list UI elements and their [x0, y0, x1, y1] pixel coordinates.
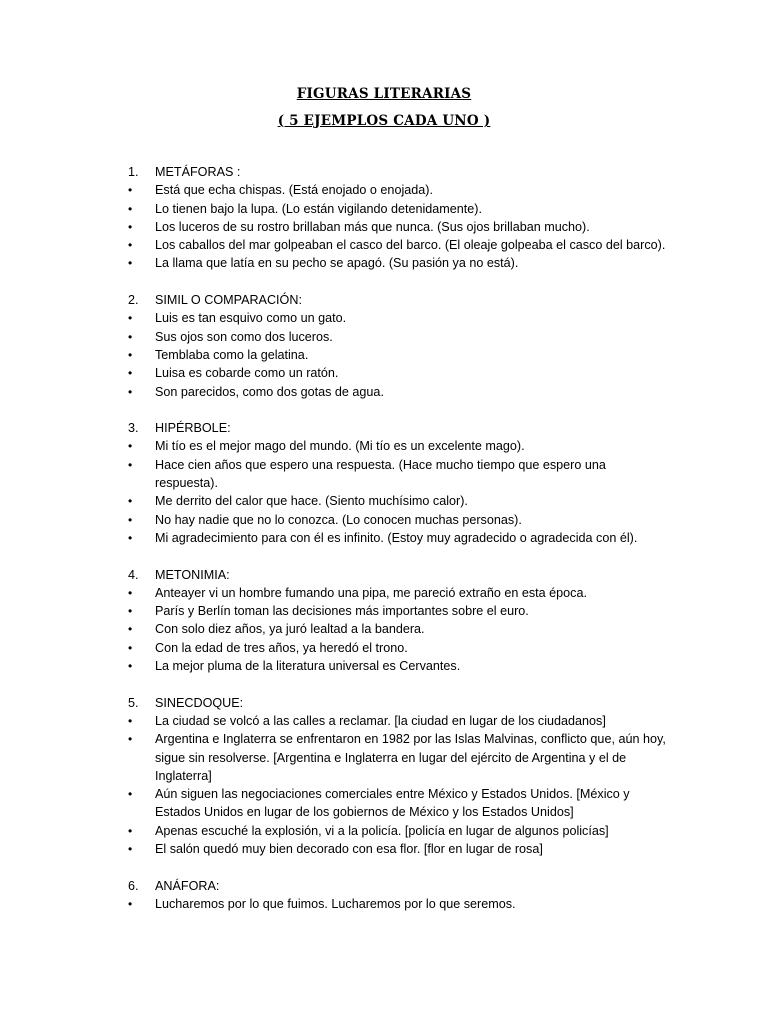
list-item-text: Luisa es cobarde como un ratón.	[155, 366, 339, 381]
bullet-icon: •	[128, 732, 133, 747]
section-heading	[128, 419, 668, 437]
bullet-icon: •	[128, 530, 133, 545]
bullet-icon: •	[128, 256, 133, 271]
bullet-icon: •	[128, 494, 133, 509]
section-heading-text: ANÁFORA:	[155, 878, 220, 893]
section-heading-text: HIPÉRBOLE:	[155, 421, 231, 436]
list-item	[128, 639, 668, 657]
bullet-icon: •	[128, 622, 133, 637]
bullet-icon: •	[128, 713, 133, 728]
list-item	[128, 181, 668, 199]
section-heading	[128, 877, 668, 895]
list-item	[128, 218, 668, 236]
list-item	[128, 236, 668, 254]
document-content	[128, 163, 668, 931]
list-item	[128, 492, 668, 510]
list-item-text: París y Berlín toman las decisiones más importantes sobre el euro.	[155, 604, 529, 619]
section-number: 6.	[128, 878, 139, 893]
section	[128, 877, 668, 914]
bullet-icon: •	[128, 823, 133, 838]
section-number: 2.	[128, 293, 139, 308]
list-item-text: No hay nadie que no lo conozca. (Lo conocen muchas personas).	[155, 512, 522, 527]
section-number: 4.	[128, 567, 139, 582]
section	[128, 419, 668, 547]
bullet-icon: •	[128, 604, 133, 619]
list-item-text: Lo tienen bajo la lupa. (Lo están vigilando detenidamente).	[155, 201, 482, 216]
section-heading	[128, 291, 668, 309]
list-item-text: Apenas escuché la explosión, vi a la policía. [policía en lugar de algunos policías]	[155, 823, 609, 838]
list-item-text: Me derrito del calor que hace. (Siento muchísimo calor).	[155, 494, 468, 509]
list-item	[128, 785, 668, 822]
list-item	[128, 328, 668, 346]
list-item-text: Con la edad de tres años, ya heredó el trono.	[155, 640, 408, 655]
list-item-text: El salón quedó muy bien decorado con esa flor. [flor en lugar de rosa]	[155, 841, 543, 856]
section-number: 5.	[128, 695, 139, 710]
bullet-icon: •	[128, 640, 133, 655]
bullet-icon: •	[128, 329, 133, 344]
list-item	[128, 529, 668, 547]
section-number: 1.	[128, 165, 139, 179]
bullet-icon: •	[128, 347, 133, 362]
bullet-icon: •	[128, 311, 133, 326]
list-item	[128, 383, 668, 401]
list-item-text: Anteayer vi un hombre fumando una pipa, me pareció extraño en esta época.	[155, 585, 587, 600]
list-item-text: Hace cien años que espero una respuesta. (Hace mucho tiempo que espero una respuesta).	[155, 457, 606, 491]
list-item	[128, 895, 668, 913]
list-item-text: La mejor pluma de la literatura universal es Cervantes.	[155, 659, 461, 674]
list-item	[128, 437, 668, 455]
list-item-text: La ciudad se volcó a las calles a reclamar. [la ciudad en lugar de los ciudadanos]	[155, 713, 606, 728]
document-subtitle: ( 5 EJEMPLOS CADA UNO )	[277, 113, 491, 129]
section	[128, 291, 668, 401]
list-item-text: Aún siguen las negociaciones comerciales entre México y Estados Unidos. [México y Estados Unidos en lugar de los gobiernos de México y los Estados Unidos]	[155, 787, 630, 820]
section-heading-text: METONIMIA:	[155, 567, 230, 582]
bullet-icon: •	[128, 512, 133, 527]
list-item	[128, 620, 668, 638]
section-heading	[128, 163, 668, 181]
list-item	[128, 840, 668, 858]
list-item	[128, 364, 668, 382]
section-number: 3.	[128, 421, 139, 436]
bullet-icon: •	[128, 659, 133, 674]
list-item-text: Temblaba como la gelatina.	[155, 347, 309, 362]
bullet-icon: •	[128, 219, 133, 234]
list-item-text: Sus ojos son como dos luceros.	[155, 329, 333, 344]
list-item-text: Son parecidos, como dos gotas de agua.	[155, 384, 384, 399]
bullet-icon: •	[128, 183, 133, 198]
list-item	[128, 511, 668, 529]
bullet-icon: •	[128, 238, 133, 253]
bullet-icon: •	[128, 585, 133, 600]
list-item-text: Los luceros de su rostro brillaban más que nunca. (Sus ojos brillaban mucho).	[155, 219, 590, 234]
bullet-icon: •	[128, 457, 133, 472]
list-item-text: Con solo diez años, ya juró lealtad a la bandera.	[155, 622, 425, 637]
list-item	[128, 602, 668, 620]
list-item	[128, 254, 668, 272]
list-item	[128, 730, 668, 785]
section-heading-text: METÁFORAS :	[155, 165, 241, 179]
document-title: FIGURAS LITERARIAS	[296, 86, 472, 102]
section-heading-text: SINECDOQUE:	[155, 695, 244, 710]
bullet-icon: •	[128, 896, 133, 911]
list-item	[128, 584, 668, 602]
list-item	[128, 200, 668, 218]
list-item	[128, 456, 668, 493]
section-heading	[128, 566, 668, 584]
section	[128, 694, 668, 859]
bullet-icon: •	[128, 841, 133, 856]
section-heading	[128, 694, 668, 712]
section	[128, 566, 668, 676]
list-item	[128, 712, 668, 730]
bullet-icon: •	[128, 787, 133, 802]
list-item-text: Los caballos del mar golpeaban el casco del barco. (El oleaje golpeaba el casco del barco).	[155, 238, 666, 253]
bullet-icon: •	[128, 439, 133, 454]
list-item	[128, 309, 668, 327]
list-item-text: Mi agradecimiento para con él es infinito. (Estoy muy agradecido o agradecida con él).	[155, 530, 638, 545]
bullet-icon: •	[128, 366, 133, 381]
list-item-text: Está que echa chispas. (Está enojado o enojada).	[155, 183, 433, 198]
list-item-text: Luis es tan esquivo como un gato.	[155, 311, 347, 326]
section-heading-text: SIMIL O COMPARACIÓN:	[155, 293, 302, 308]
list-item-text: Lucharemos por lo que fuimos. Lucharemos por lo que seremos.	[155, 896, 516, 911]
list-item	[128, 822, 668, 840]
list-item	[128, 657, 668, 675]
section	[128, 163, 668, 273]
list-item-text: Argentina e Inglaterra se enfrentaron en 1982 por las Islas Malvinas, conflicto que, aún hoy, sigue sin resolverse. [Argentina e Inglaterra en lugar del ejército de Argentina y el de Inglaterra]	[155, 732, 666, 783]
bullet-icon: •	[128, 201, 133, 216]
list-item-text: Mi tío es el mejor mago del mundo. (Mi tío es un excelente mago).	[155, 439, 525, 454]
bullet-icon: •	[128, 384, 133, 399]
list-item	[128, 346, 668, 364]
list-item-text: La llama que latía en su pecho se apagó. (Su pasión ya no está).	[155, 256, 519, 271]
